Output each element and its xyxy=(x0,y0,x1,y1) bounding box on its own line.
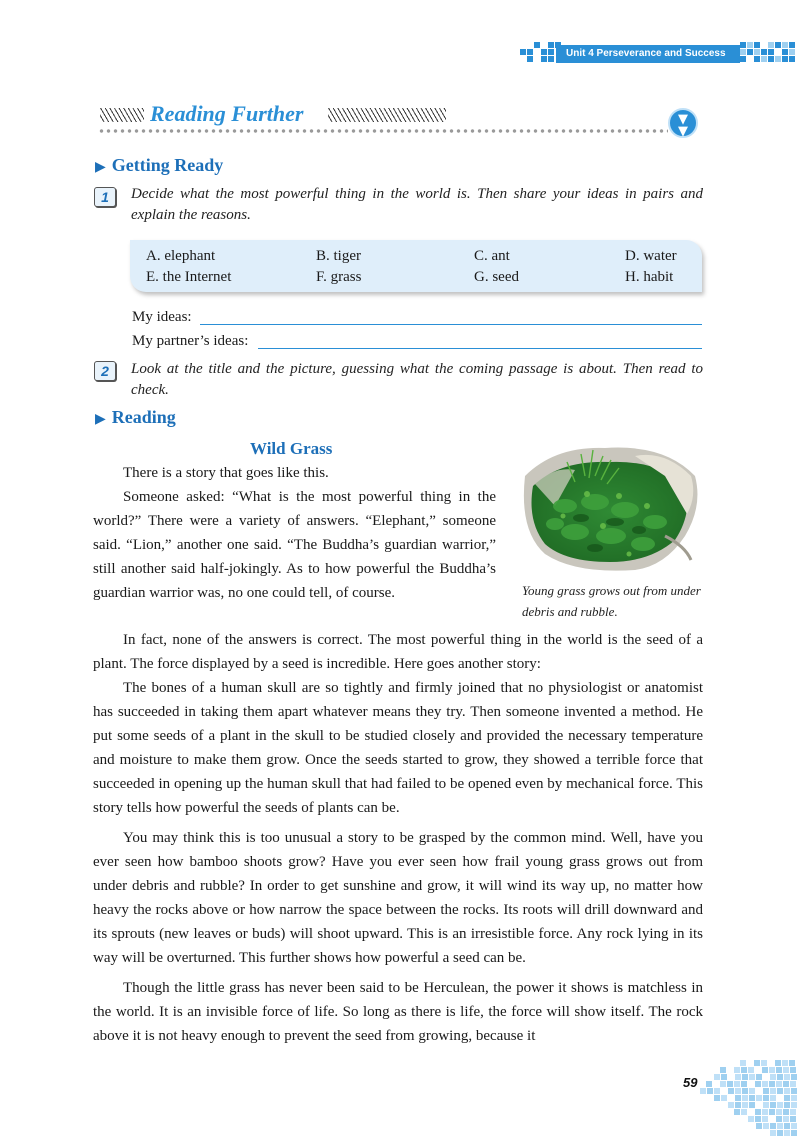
story-title: Wild Grass xyxy=(250,439,333,458)
option-f: F. grass xyxy=(316,269,362,285)
unit-header: Unit 4 Perseverance and Success xyxy=(556,45,740,63)
title-hatch-left xyxy=(100,108,144,122)
partner-ideas-line[interactable] xyxy=(258,348,702,349)
paragraph-1: There is a story that goes like this. xyxy=(123,465,329,481)
option-g: G. seed xyxy=(474,269,519,285)
partner-ideas-label: My partner’s ideas: xyxy=(132,333,249,349)
paragraph-3: In fact, none of the answers is correct. The most powerful thing in the world is the seed of a plant. The force displayed by a seed is incredible. Here goes another story: xyxy=(93,632,703,672)
title-hatch-right xyxy=(328,108,446,122)
my-ideas-label: My ideas: xyxy=(132,309,192,325)
triangle-bullet-icon: ▶ xyxy=(95,412,106,427)
option-e: E. the Internet xyxy=(146,269,232,285)
triangle-bullet-icon: ▶ xyxy=(95,160,106,175)
task-number-badge: 2 xyxy=(94,361,116,381)
footer-check-pattern xyxy=(700,1060,800,1138)
header-check-pattern xyxy=(520,42,560,66)
narrow-text-column xyxy=(93,461,496,605)
getting-ready-heading xyxy=(95,155,223,176)
paragraph-6: Though the little grass has never been said to be Herculean, the power it shows is matchless in the world. It is an invisible force of life. So long as there is life, the force will show itself. The rock above it is not heavy enough to prevent the seed from growing, because it xyxy=(93,980,703,1044)
reading-heading xyxy=(95,407,176,428)
task-number-badge: 1 xyxy=(94,187,116,207)
paragraph-5: You may think this is too unusual a story to be grasped by the common mind. Well, have you ever seen how bamboo shoots grow? Have you ever seen how frail young grass grows out from under debris and rubble? In order to get sunshine and grow, it will wind its way up, no matter how heavy the rocks above or how narrow the space between the rocks. Its roots will drill downward and its sprouts (new leaves or buds) will shoot upward. This is an irresistible force. Any rock lying in its way will be overturned. This further shows how powerful a seed can be. xyxy=(93,830,703,966)
reading-label: Reading xyxy=(111,407,176,427)
task2-text: Look at the title and the picture, guessing what the coming passage is about. Then read to check. xyxy=(131,361,703,398)
page-number: 59 xyxy=(683,1075,698,1090)
my-ideas-line[interactable] xyxy=(200,324,702,325)
option-h: H. habit xyxy=(625,269,674,285)
title-dotted-rule xyxy=(98,128,668,134)
header-check-pattern-right xyxy=(740,42,800,66)
task1-text: Decide what the most powerful thing in the world is. Then share your ideas in pairs and explain the reasons. xyxy=(131,186,703,223)
getting-ready-label: Getting Ready xyxy=(111,155,224,175)
grass-illustration xyxy=(515,436,705,574)
wide-text-column xyxy=(93,628,703,1048)
chevron-down-icon: ▼ ▼ xyxy=(668,108,698,138)
option-c: C. ant xyxy=(474,248,510,264)
option-b: B. tiger xyxy=(316,248,361,264)
paragraph-4: The bones of a human skull are so tightly and firmly joined that no physiologist or anatomist has succeeded in taking them apart whatever means they try. Then someone invented a method. He put some seeds of a plant in the skull to be studied closely and provided the necessary temperature and moisture to make them grow. Once the seeds started to grow, they showed a terrible force that succeeded in opening up the human skull that had failed to be opened even by mechanical force. This story tells how powerful the seeds of plants can be. xyxy=(93,680,703,816)
task1-instruction xyxy=(131,184,703,226)
section-title: Reading Further xyxy=(150,101,304,126)
image-caption: Young grass grows out from under debris and rubble. xyxy=(522,583,701,619)
option-a: A. elephant xyxy=(146,248,216,264)
option-d: D. water xyxy=(625,248,677,264)
paragraph-2: Someone asked: “What is the most powerful thing in the world?” There were a variety of answers. “Elephant,” someone said. “Lion,” another one said. “The Buddha’s guardian warrior,” still another said half-jokingly. As to how powerful the Buddha’s guardian warrior was, no one could tell, of course. xyxy=(93,489,496,601)
